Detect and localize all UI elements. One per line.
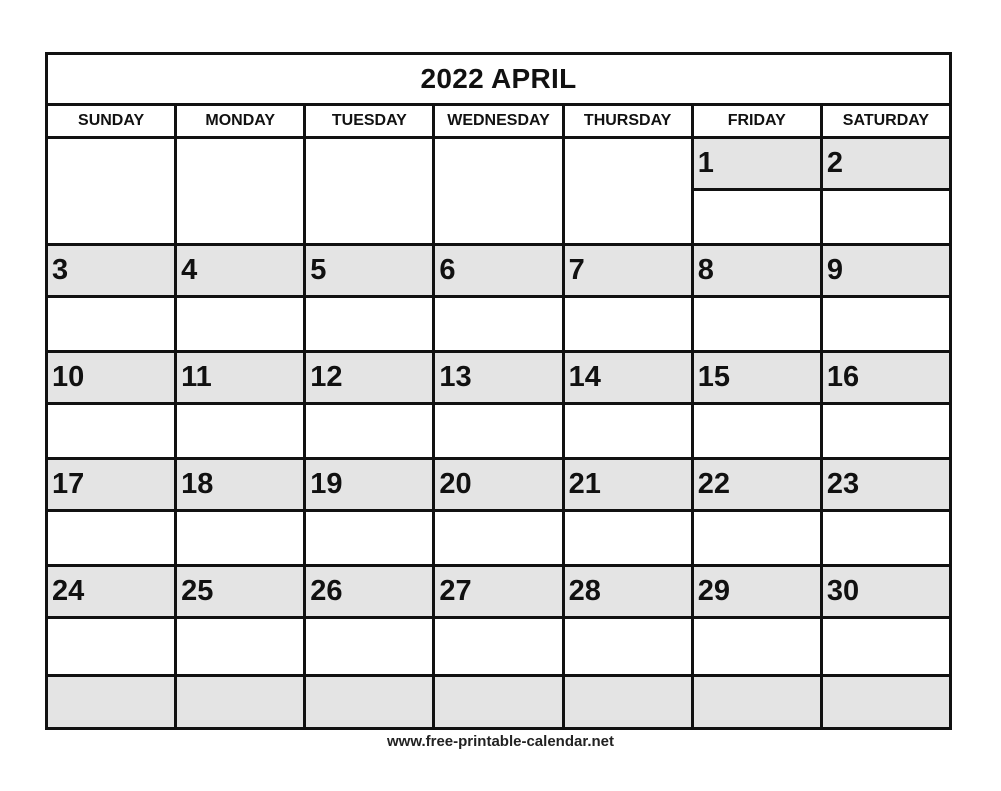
day-cell <box>565 353 694 457</box>
note-space <box>823 405 949 457</box>
note-space <box>177 298 303 350</box>
weekday-header-row <box>48 106 949 139</box>
day-number: 8 <box>694 246 820 298</box>
day-number: 22 <box>694 460 820 512</box>
note-space <box>306 619 432 674</box>
day-number: 23 <box>823 460 949 512</box>
day-number: 17 <box>48 460 174 512</box>
day-cell <box>177 460 306 564</box>
day-cell <box>177 567 306 727</box>
week-row-2 <box>48 246 949 353</box>
day-number: 27 <box>435 567 561 619</box>
note-space <box>306 405 432 457</box>
note-space <box>823 191 949 243</box>
week-row-1 <box>48 139 949 246</box>
note-space <box>694 512 820 564</box>
note-space <box>306 298 432 350</box>
note-space <box>306 191 432 243</box>
day-number: 21 <box>565 460 691 512</box>
day-cell <box>435 567 564 727</box>
weekday-saturday: SATURDAY <box>842 112 930 129</box>
note-space <box>435 405 561 457</box>
note-space <box>565 619 691 674</box>
day-number: 29 <box>694 567 820 619</box>
note-space <box>435 512 561 564</box>
note-space <box>823 619 949 674</box>
note-space <box>177 512 303 564</box>
day-cell <box>694 567 823 727</box>
day-number: 3 <box>48 246 174 298</box>
note-space <box>435 619 561 674</box>
note-space <box>177 191 303 243</box>
day-number: 18 <box>177 460 303 512</box>
day-cell <box>823 460 949 564</box>
day-number: 25 <box>177 567 303 619</box>
day-cell <box>48 353 177 457</box>
day-number: 1 <box>694 139 820 191</box>
day-cell <box>306 246 435 350</box>
day-cell <box>694 246 823 350</box>
weekday-friday: FRIDAY <box>694 106 823 136</box>
note-space <box>565 298 691 350</box>
day-cell <box>177 353 306 457</box>
day-number: 26 <box>306 567 432 619</box>
day-number: 2 <box>823 139 949 191</box>
day-cell <box>823 353 949 457</box>
day-number: 11 <box>177 353 303 405</box>
extra-band <box>306 674 432 727</box>
note-space <box>306 512 432 564</box>
day-number: 9 <box>823 246 949 298</box>
day-number: 7 <box>565 246 691 298</box>
day-number: 5 <box>306 246 432 298</box>
day-cell <box>306 567 435 727</box>
day-number: 14 <box>565 353 691 405</box>
day-number: 10 <box>48 353 174 405</box>
note-space <box>694 191 820 243</box>
week-row-3 <box>48 353 949 460</box>
day-cell <box>435 353 564 457</box>
weekday-thursday: THURSDAY <box>565 106 694 136</box>
day-cell <box>435 139 564 243</box>
day-cell <box>48 139 177 243</box>
day-cell <box>694 460 823 564</box>
day-cell <box>306 460 435 564</box>
note-space <box>48 298 174 350</box>
day-cell <box>48 460 177 564</box>
note-space <box>823 512 949 564</box>
extra-band <box>177 674 303 727</box>
week-row-5 <box>48 567 949 727</box>
day-cell <box>565 139 694 243</box>
day-number <box>48 139 174 191</box>
day-cell <box>823 567 949 727</box>
note-space <box>694 405 820 457</box>
note-space <box>48 405 174 457</box>
extra-band <box>694 674 820 727</box>
note-space <box>565 191 691 243</box>
day-number <box>177 139 303 191</box>
day-cell <box>565 460 694 564</box>
day-cell <box>48 246 177 350</box>
note-space <box>694 298 820 350</box>
weekday-wednesday: WEDNESDAY <box>435 106 564 136</box>
week-row-4 <box>48 460 949 567</box>
note-space <box>48 619 174 674</box>
note-space <box>823 298 949 350</box>
day-cell <box>177 139 306 243</box>
extra-band <box>48 674 174 727</box>
website-url: www.free-printable-calendar.net <box>387 733 614 750</box>
day-cell <box>823 246 949 350</box>
extra-band <box>823 674 949 727</box>
note-space <box>435 191 561 243</box>
day-cell <box>565 246 694 350</box>
note-space <box>565 405 691 457</box>
note-space <box>694 619 820 674</box>
day-cell <box>823 139 949 243</box>
day-number: 12 <box>306 353 432 405</box>
day-cell <box>694 353 823 457</box>
note-space <box>565 512 691 564</box>
day-number: 15 <box>694 353 820 405</box>
calendar-title: 2022 APRIL <box>48 55 949 106</box>
day-cell <box>694 139 823 243</box>
day-cell <box>48 567 177 727</box>
note-space <box>177 619 303 674</box>
day-number <box>435 139 561 191</box>
note-space <box>48 512 174 564</box>
day-number: 24 <box>48 567 174 619</box>
day-number: 16 <box>823 353 949 405</box>
day-number: 6 <box>435 246 561 298</box>
day-number: 4 <box>177 246 303 298</box>
day-number: 19 <box>306 460 432 512</box>
day-number: 28 <box>565 567 691 619</box>
day-cell <box>306 353 435 457</box>
day-cell <box>435 246 564 350</box>
weekday-sunday: SUNDAY <box>48 106 177 136</box>
note-space <box>435 298 561 350</box>
day-cell <box>177 246 306 350</box>
extra-band <box>435 674 561 727</box>
day-number <box>306 139 432 191</box>
extra-band <box>565 674 691 727</box>
calendar-weeks <box>48 139 949 727</box>
day-cell <box>435 460 564 564</box>
day-number: 30 <box>823 567 949 619</box>
calendar <box>45 52 952 730</box>
note-space <box>177 405 303 457</box>
day-number <box>565 139 691 191</box>
day-number: 13 <box>435 353 561 405</box>
note-space <box>48 191 174 243</box>
day-cell <box>565 567 694 727</box>
day-number: 20 <box>435 460 561 512</box>
weekday-tuesday: TUESDAY <box>306 106 435 136</box>
day-cell <box>306 139 435 243</box>
weekday-monday: MONDAY <box>177 106 306 136</box>
